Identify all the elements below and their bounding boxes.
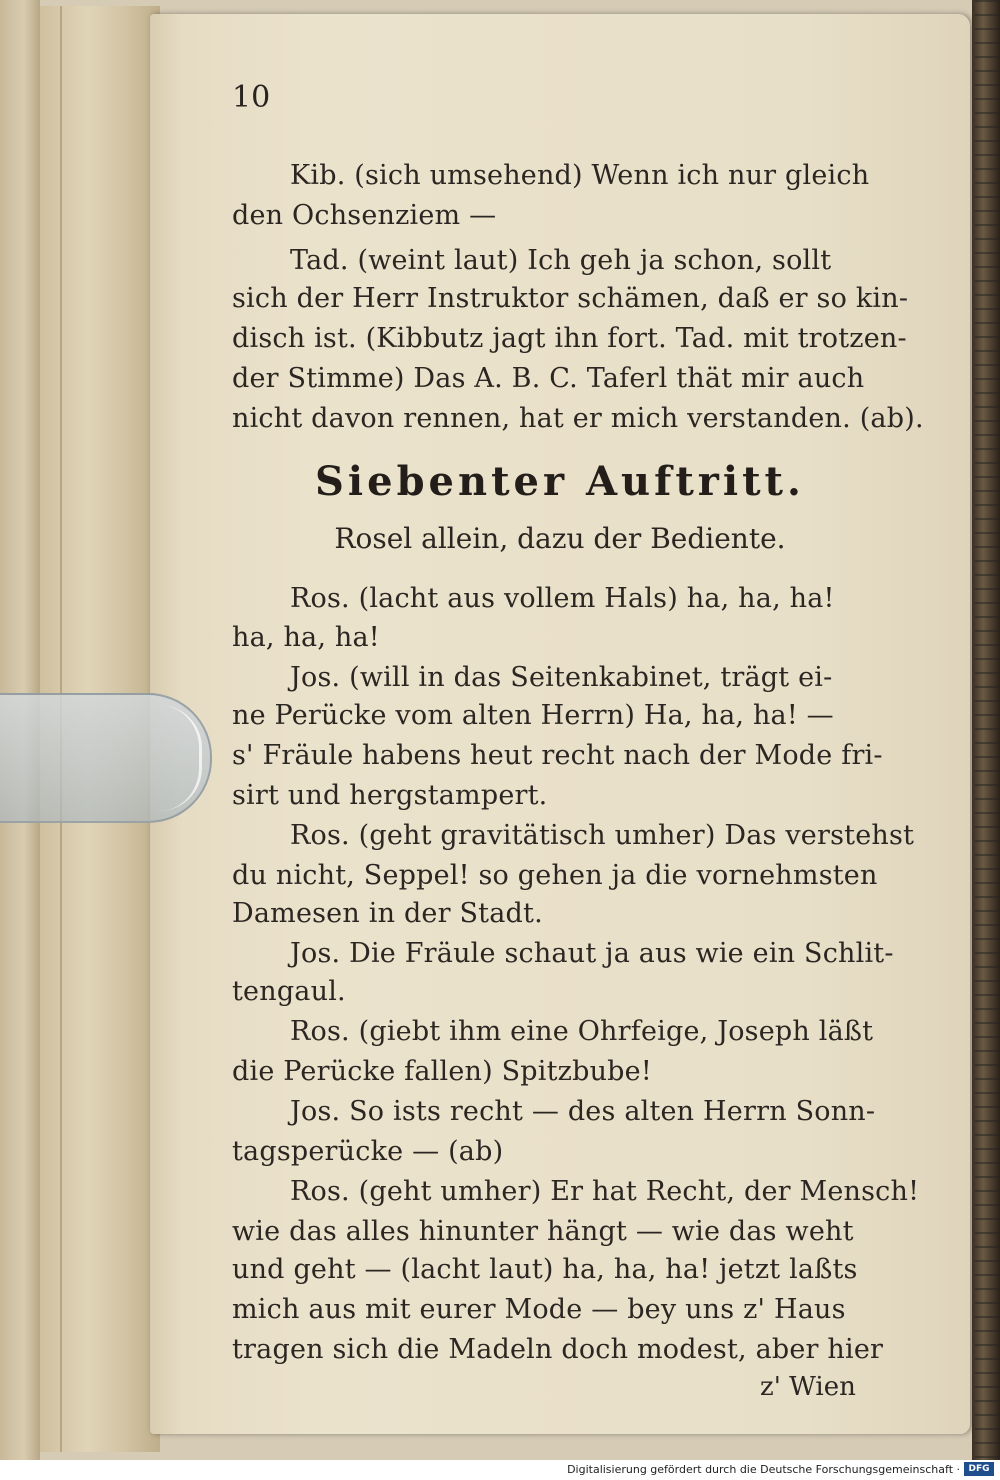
text-line: ne Perücke vom alten Herrn) Ha, ha, ha! — [232, 700, 834, 731]
text-line: Damesen in der Stadt. [232, 898, 543, 929]
text-line: disch ist. (Kibbutz jagt ihn fort. Tad. mit trotzen- [232, 323, 907, 354]
text-line: Ros. (geht gravitätisch umher) Das verstehst [290, 820, 915, 851]
scan-ruler [975, 0, 1000, 1460]
text-line: Kib. (sich umsehend) Wenn ich nur gleich [290, 160, 870, 191]
text-line: den Ochsenziem — [232, 200, 497, 231]
text-line: sirt und hergstampert. [232, 780, 548, 811]
text-line: tragen sich die Madeln doch modest, aber hier [232, 1334, 884, 1365]
footer-credit: Digitalisierung gefördert durch die Deutsche Forschungsgemeinschaft · [567, 1463, 960, 1476]
text-line: Jos. (will in das Seitenkabinet, trägt ei- [290, 662, 833, 693]
scene-subheading: Rosel allein, dazu der Bediente. [334, 522, 786, 555]
page-holder-clip [0, 693, 212, 823]
text-line: tagsperücke — (ab) [232, 1136, 504, 1167]
catchword: z' Wien [760, 1372, 856, 1402]
text-line: Ros. (lacht aus vollem Hals) ha, ha, ha! [290, 583, 835, 614]
text-line: Tad. (weint laut) Ich geh ja schon, sollt [290, 245, 832, 276]
text-line: Ros. (geht umher) Er hat Recht, der Mensch! [290, 1176, 920, 1207]
digitization-footer [0, 1460, 1000, 1480]
page-number: 10 [232, 80, 271, 115]
text-line: der Stimme) Das A. B. C. Taferl thät mir auch [232, 363, 865, 394]
text-line: sich der Herr Instruktor schämen, daß er so kin- [232, 283, 909, 314]
text-line: nicht davon rennen, hat er mich verstanden. (ab). [232, 403, 924, 434]
text-line: Jos. Die Fräule schaut ja aus wie ein Schlit- [290, 938, 894, 969]
text-line: Jos. So ists recht — des alten Herrn Sonn- [290, 1096, 876, 1127]
text-line: wie das alles hinunter hängt — wie das weht [232, 1216, 854, 1247]
text-line: ha, ha, ha! [232, 622, 380, 653]
text-line: die Perücke fallen) Spitzbube! [232, 1056, 652, 1087]
dfg-logo[interactable]: DFG [964, 1462, 994, 1476]
text-line: und geht — (lacht laut) ha, ha, ha! jetzt laßts [232, 1254, 858, 1285]
text-line: du nicht, Seppel! so gehen ja die vornehmsten [232, 860, 878, 891]
text-line: mich aus mit eurer Mode — bey uns z' Haus [232, 1294, 846, 1325]
text-line: tengaul. [232, 976, 346, 1007]
text-line: Ros. (giebt ihm eine Ohrfeige, Joseph läßt [290, 1016, 874, 1047]
scene-heading: Siebenter Auftritt. [315, 458, 805, 505]
text-line: s' Fräule habens heut recht nach der Mode fri- [232, 740, 883, 771]
